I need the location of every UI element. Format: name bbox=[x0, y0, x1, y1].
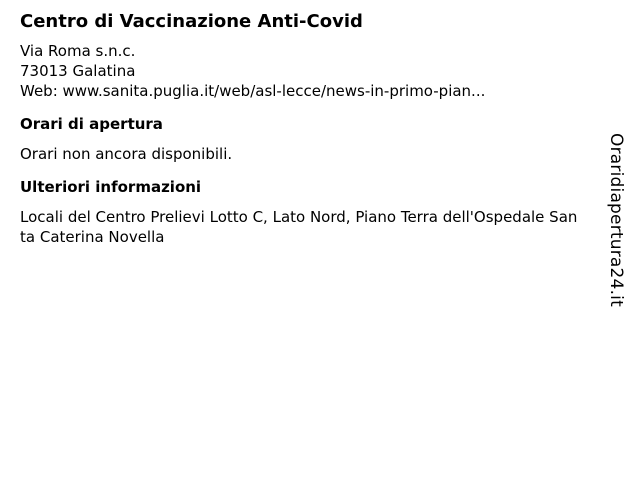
address-street: Via Roma s.n.c. bbox=[20, 42, 136, 60]
address-block bbox=[20, 41, 580, 101]
more-info-text: Locali del Centro Prelievi Lotto C, Lato Nord, Piano Terra dell'Ospedale Santa Caterina Novella bbox=[20, 208, 578, 246]
opening-hours-text: Orari non ancora disponibili. bbox=[20, 145, 233, 163]
opening-hours-heading: Orari di apertura bbox=[20, 115, 163, 133]
website-link[interactable]: Web: www.sanita.puglia.it/web/asl-lecce/news-in-primo-pian... bbox=[20, 82, 486, 100]
page-title: Centro di Vaccinazione Anti-Covid bbox=[20, 11, 363, 32]
address-city: 73013 Galatina bbox=[20, 62, 136, 80]
more-info-heading: Ulteriori informazioni bbox=[20, 178, 202, 196]
listing-content bbox=[20, 10, 580, 247]
brand-watermark bbox=[592, 0, 640, 480]
brand-text: Oraridiapertura24.it bbox=[606, 133, 626, 307]
